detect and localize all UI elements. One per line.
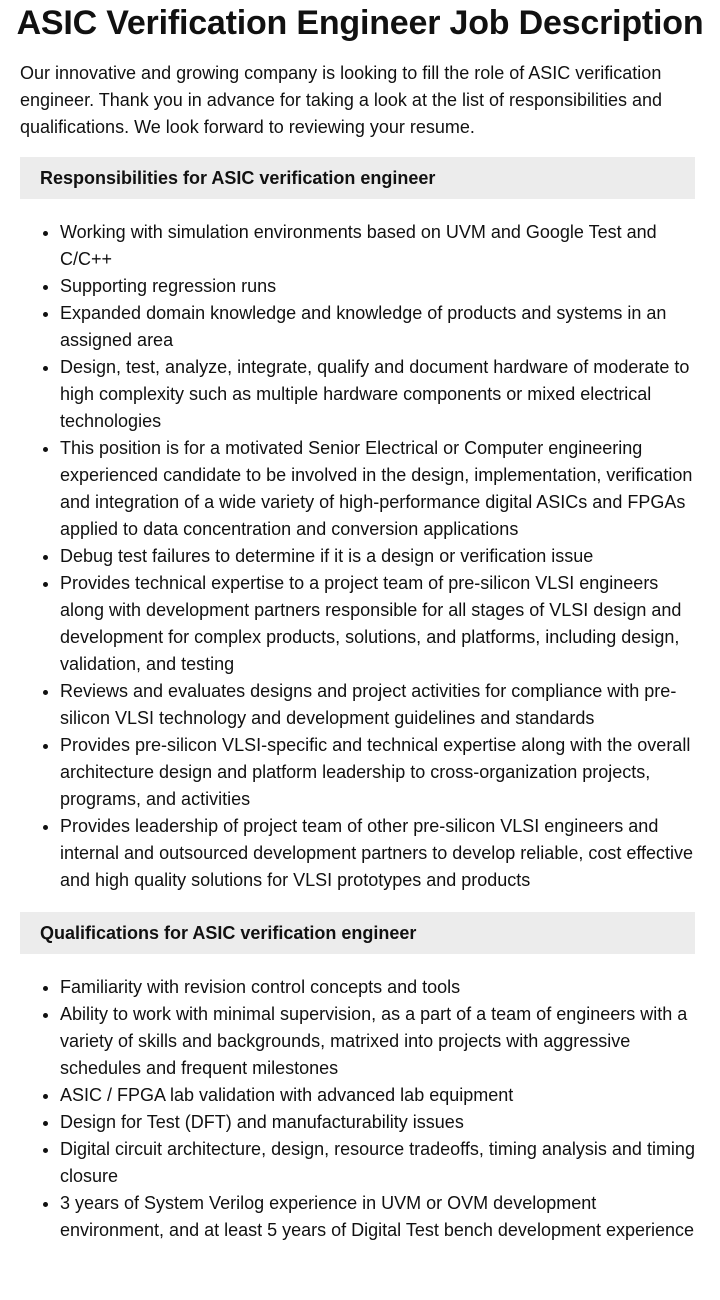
list-item: • Ability to work with minimal supervision, as a part of a team of engineers with a variety of skills and backgrounds, matrixed into projects with aggressive schedules and frequent milestones	[60, 1001, 700, 1082]
list-item: • Provides leadership of project team of other pre-silicon VLSI engineers and internal and outsourced development partners to develop reliable, cost effective and high quality solutions for VLSI prototypes and products	[60, 813, 700, 894]
list-item: • This position is for a motivated Senior Electrical or Computer engineering experienced candidate to be involved in the design, implementation, verification and integration of a wide variety of high-performance digital ASICs and FPGAs applied to data concentration and conversion applications	[60, 435, 700, 543]
list-item: • Design for Test (DFT) and manufacturability issues	[60, 1109, 700, 1136]
page-title: ASIC Verification Engineer Job Description	[16, 4, 704, 42]
list-item: • ASIC / FPGA lab validation with advanced lab equipment	[60, 1082, 700, 1109]
responsibilities-list	[20, 219, 700, 894]
list-item: • Design, test, analyze, integrate, qualify and document hardware of moderate to high complexity such as multiple hardware components or mixed electrical technologies	[60, 354, 700, 435]
list-item: • Working with simulation environments based on UVM and Google Test and C/C++	[60, 219, 700, 273]
list-item: • Supporting regression runs	[60, 273, 700, 300]
list-item: • Digital circuit architecture, design, resource tradeoffs, timing analysis and timing closure	[60, 1136, 700, 1190]
list-item: • Provides technical expertise to a project team of pre-silicon VLSI engineers along with development partners responsible for all stages of VLSI design and development for complex products, solutions, and platforms, including design, validation, and testing	[60, 570, 700, 678]
responsibilities-heading: Responsibilities for ASIC verification engineer	[20, 157, 695, 199]
qualifications-heading: Qualifications for ASIC verification engineer	[20, 912, 695, 954]
qualifications-list	[20, 974, 700, 1244]
list-item: • 3 years of System Verilog experience in UVM or OVM development environment, and at least 5 years of Digital Test bench development experience	[60, 1190, 700, 1244]
list-item: • Debug test failures to determine if it is a design or verification issue	[60, 543, 700, 570]
list-item: • Expanded domain knowledge and knowledge of products and systems in an assigned area	[60, 300, 700, 354]
list-item: • Reviews and evaluates designs and project activities for compliance with pre-silicon VLSI technology and development guidelines and standards	[60, 678, 700, 732]
list-item: • Familiarity with revision control concepts and tools	[60, 974, 700, 1001]
list-item: • Provides pre-silicon VLSI-specific and technical expertise along with the overall architecture design and platform leadership to cross-organization projects, programs, and activities	[60, 732, 700, 813]
intro-paragraph: Our innovative and growing company is looking to fill the role of ASIC verification engineer. Thank you in advance for taking a look at the list of responsibilities and qualifications. We look forward to reviewing your resume.	[20, 63, 663, 137]
